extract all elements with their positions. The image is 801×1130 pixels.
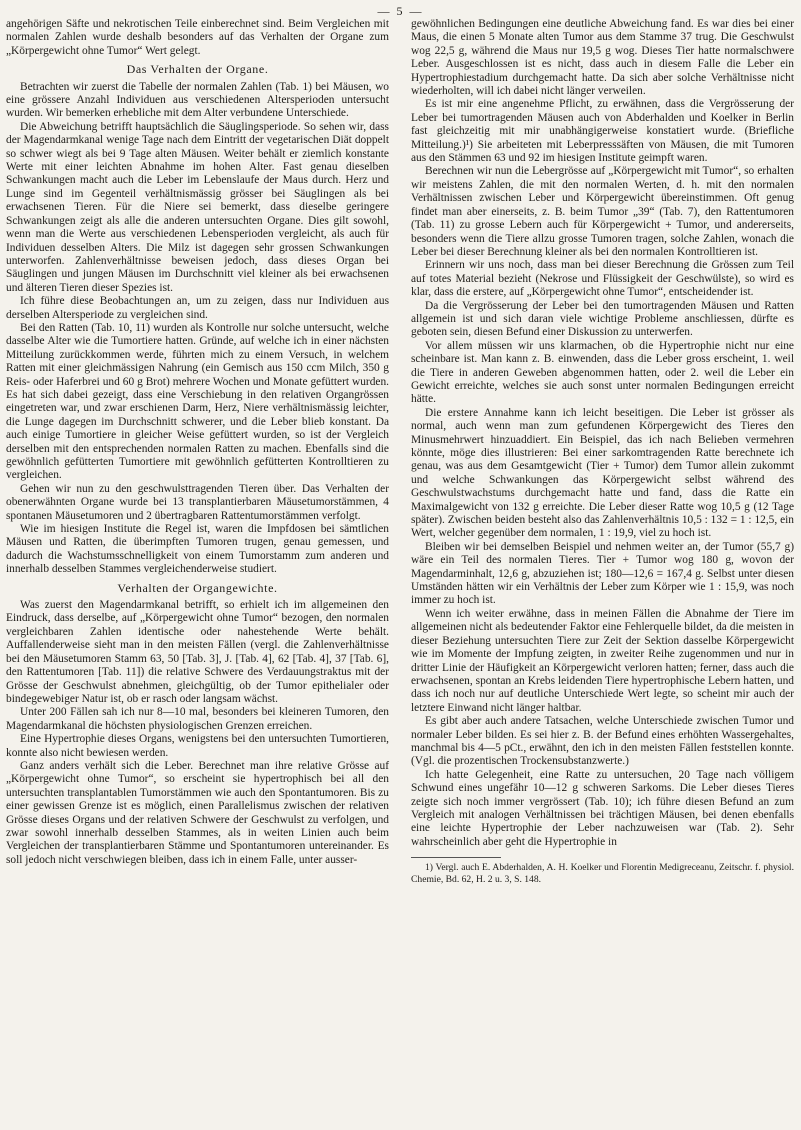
footnote-divider (411, 857, 501, 858)
paragraph: Wie im hiesigen Institute die Regel ist, waren die Impfdosen bei sämtlichen Mäusen und Ratten, die überimpften Tumoren trugen, genau gemessen, und dadurch die Wachstumsschnelligkeit von einem Tumorstamm zum anderen und innerhalb desselben Stammes vergleichenderweise studiert. (6, 523, 389, 576)
paragraph: Unter 200 Fällen sah ich nur 8—10 mal, besonders bei kleineren Tumoren, den Magendarmkanal die höchsten physiologischen Grenzen erreichen. (6, 706, 389, 732)
paragraph: angehörigen Säfte und nekrotischen Teile einberechnet sind. Beim Vergleichen mit normalen Zahlen wurde deshalb besonders auf das Verhalten der Organe zum „Körpergewicht ohne Tumor“ Wert gelegt. (6, 18, 389, 57)
page-number: — 5 — (377, 4, 424, 18)
paragraph: Bei den Ratten (Tab. 10, 11) wurden als Kontrolle nur solche untersucht, welche dasselbe Alter wie die Tumortiere hatten. Gründe, auf welche ich in einer nächsten Mitteilung zurückkommen werde, führten mich zu einem Versuch, in welchem Ratten mit einer gleichmässigen Nahrung (ein Gemisch aus 150 ccm Milch, 350 g Reis- oder Haferbrei und 60 g Brot) mehrere Wochen und Monate gefüttert wurden. Es hat sich dabei gezeigt, dass eine Verschiebung in den relativen Organgrössen eingetreten war, und zwar erschienen Darm, Herz, Niere verhältnismässig leichter, die Lunge dagegen im Durchschnitt schwerer, und die Leber blieb konstant. Da auch einige Tumortiere in gleicher Weise gefüttert wurden, so ist der Vergleich derselben mit den entsprechenden normalen Ratten zu machen. Ebenfalls sind die gewöhnlich gefütterten Tumortiere mit gewöhnlich gefütterten Kontrolltieren zu vergleichen. (6, 321, 389, 482)
paragraph: Es ist mir eine angenehme Pflicht, zu erwähnen, dass die Vergrösserung der Leber bei tumortragenden Mäusen auch von Abderhalden und Koelker in Berlin fast gleichzeitig mit mir unabhängigerweise konstatiert wurde. (Briefliche Mitteilung.)¹) Sie arbeiteten mit Leberpresssäften von Mäusen, die mit Tumoren aus den Stämmen 63 und 92 im hiesigen Institute geimpft waren. (411, 98, 794, 165)
paragraph: Vor allem müssen wir uns klarmachen, ob die Hypertrophie nicht nur eine scheinbare ist. Man kann z. B. einwenden, dass die Leber gross erscheint, 1. weil die Tiere in anderen Geweben abgenommen hatten, oder 2. weil die Leber ein Gewicht erreichte, welches sie auch sonst unter normalen Bedingungen erreicht hätte. (411, 339, 794, 406)
left-column (6, 18, 389, 867)
paragraph: Betrachten wir zuerst die Tabelle der normalen Zahlen (Tab. 1) bei Mäusen, wo eine grössere Anzahl Individuen aus verschiedenen Altersperioden untersucht wurden. Wir bemerken erhebliche mit dem Alter verbundene Unterschiede. (6, 80, 389, 120)
paragraph: Berechnen wir nun die Lebergrösse auf „Körpergewicht mit Tumor“, so erhalten wir meistens Zahlen, die mit den normalen Werten, d. h. mit den normalen Verhältnissen zwischen Leber und Körpergewicht übereinstimmen. Oft genug findet man aber einerseits, z. B. beim Tumor „39“ (Tab. 7), den Rattentumoren (Tab. 11) zu grosse Lebern auch für Körpergewicht + Tumor, und andererseits, besonders wenn die Tiere allzu grosse Tumoren tragen, solche Zahlen, wonach die Leber bei dieser Berechnung kleiner als bei den normalen Kontrolltieren ist. (411, 165, 794, 258)
paragraph: Eine Hypertrophie dieses Organs, wenigstens bei den untersuchten Tumortieren, konnte also nicht bewiesen werden. (6, 733, 389, 759)
paragraph: Gehen wir nun zu den geschwulsttragenden Tieren über. Das Verhalten der obenerwähnten Organe wurde bei 13 transplantierbaren Mäusetumorstämmen, 4 spontanen Mäusetumoren und 2 übertragbaren Rattentumorstämmen verfolgt. (6, 482, 389, 522)
paragraph: Die Abweichung betrifft hauptsächlich die Säuglingsperiode. So sehen wir, dass der Magendarmkanal wenige Tage nach dem Eintritt der vegetarischen Diät doppelt so schwer wiegt als bei 9 Tage alten Mäusen. Weiter behält er ziemlich konstante Werte mit einer leichten Abnahme im hohen Alter. Fast genau dieselben Schwankungen macht auch die Leber im Lebenslaufe der Maus durch. Herz und Lunge sind im Gegenteil verhältnismässig grösser bei Säuglingen als bei erwachsenen Tieren. Für die Niere sei bemerkt, dass dieselbe geringere Schwankungen zeigt als alle die anderen untersuchten Organe. Dies gilt sowohl, wenn man die Werte aus verschiedenen Lebensperioden vergleicht, als auch für Individuen desselben Alters. Die Milz ist dagegen sehr grossen Schwankungen unterworfen. Zahlenverhältnisse beweisen jedoch, dass dieses Organ bei Säuglingen und jungen Mäusen im Durchschnitt viel kleiner als bei erwachsenen und älteren Tieren dieser Spezies ist. (6, 120, 389, 294)
paragraph: Ich führe diese Beobachtungen an, um zu zeigen, dass nur Individuen aus derselben Altersperiode zu vergleichen sind. (6, 295, 389, 321)
paragraph: Was zuerst den Magendarmkanal betrifft, so erhielt ich im allgemeinen den Eindruck, dass derselbe, auf „Körpergewicht ohne Tumor“ bezogen, den normalen vergleichbaren Zahlen identische oder nahestehende Werte behält. Auffallenderweise sieht man in den meisten Fällen (vergl. die Zahlenverhältnisse bei den Mäusetumoren Stamm 63, 50 [Tab. 3], J. [Tab. 4], 62 [Tab. 4], 37 [Tab. 6], den Rattentumoren [Tab. 11]) die relative Schwere des Verdauungstraktus mit der Grösse der Geschwulst abnehmen, gleichgültig, ob der Tumor epithelialer oder bindegewebiger Natur ist, ob er rasch oder langsam wächst. (6, 599, 389, 705)
right-column (411, 18, 794, 886)
paragraph: Ganz anders verhält sich die Leber. Berechnet man ihre relative Grösse auf „Körpergewicht ohne Tumor“, so erscheint sie hypertrophisch bei all den untersuchten transplantablen Tumorstämmen wie auch den Spontantumoren. Bis zu einer gewissen Grenze ist es möglich, einen Parallelismus zwischen der relativen Grösse dieses Organs und der relativen Schwere der Geschwulst zu verfolgen, und zwar sowohl innerhalb desselben Stammes, als in weiten Linien auch beim Vergleichen der transplantierbaren Stämme und Spontantumoren untereinander. Es soll jedoch nicht verschwiegen bleiben, dass ich in einem Falle, unter ausser- (6, 759, 389, 866)
paragraph: gewöhnlichen Bedingungen eine deutliche Abweichung fand. Es war dies bei einer Maus, die einen 5 Monate alten Tumor aus dem Stamme 37 trug. Die Geschwulst wog 22,5 g, während die Maus nur 19,5 g wog. Dieses Tier hatte normalschwere Leber. Ausgeschlossen ist es nicht, dass auch in diesem Falle die Leber ein Hypertrophiestadium durchgemacht hatte. Da sich aber solche Verhältnisse nicht wiederholten, will ich dabei nicht länger verweilen. (411, 18, 794, 98)
paragraph: Ich hatte Gelegenheit, eine Ratte zu untersuchen, 20 Tage nach völligem Schwund eines ungefähr 10—12 g schweren Sarkoms. Die Leber dieses Tieres zeigte sich noch immer vergrössert (Tab. 10); ich führe diesen Befund an zum Vergleich mit analogen Verhältnissen bei trächtigen Mäusen, bei denen ebenfalls eine leichte Hypertrophie der Leber nachzuweisen war (Tab. 2). Sehr wahrscheinlich aber geht die Hypertrophie in (411, 768, 794, 848)
paragraph: Wenn ich weiter erwähne, dass in meinen Fällen die Abnahme der Tiere im allgemeinen nicht als bedeutender Faktor eine Fehlerquelle bildet, da die meisten in dieser Beziehung untersuchten Tiere zur Zeit der Sektion dasselbe Körpergewicht wie im Momente der Impfung zeigten, in zweiter Reihe zugenommen und nur in dritter Linie der Häufigkeit an Körpergewicht verloren hatten; ferner, dass auch die erwachsenen, spontan an Krebs leidenden Tiere hypertrophische Lebern hatten, und dass ich noch nur auf deutliche Unterschiede Wert legte, so scheint mir auch der letztere Einwand nicht länger haltbar. (411, 607, 794, 714)
paragraph: Die erstere Annahme kann ich leicht beseitigen. Die Leber ist grösser als normal, auch wenn man zum gefundenen Körpergewicht des Tieres den Minusmehrwert hinzuaddiert. Ein Beispiel, das ich nach Belieben vermehren könnte, möge dies illustrieren: Bei einer sarkomtragenden Ratte berechnete ich genau, was aus dem Gesamtgewicht (Tier + Tumor) dem Tumor allein zukommt und welche Schwankungen das Körpergewicht selbst während des Geschwulstwachstums durchgemacht hatte und fand, dass die Ratte ein Maximalgewicht von 132 g erreichte. Die Leber dieser Ratte wog 10,5 g (12 Tage später). Zwischen beiden besteht also das Zahlenverhältnis 10,5 : 132 = 1 : 12,5, ein Wert, welcher gegenüber dem normalen, 1 : 19,9, viel zu hoch ist. (411, 406, 794, 540)
paragraph: Erinnern wir uns noch, dass man bei dieser Berechnung die Grössen zum Teil auf totes Material bezieht (Nekrose und Flüssigkeit der Geschwülste), so wird es klar, dass die erstere, auf „Körpergewicht ohne Tumor“, entscheidender ist. (411, 259, 794, 299)
section-heading: Verhalten der Organgewichte. (117, 580, 278, 595)
paragraph: Es gibt aber auch andere Tatsachen, welche Unterschiede zwischen Tumor und normaler Leber bilden. Es sei hier z. B. der Befund eines erhöhten Wassergehaltes, manchmal bis 4—5 pCt., erwähnt, den ich in den meisten Fällen feststellen konnte. (Vgl. die prozentischen Trockensubstanzwerte.) (411, 715, 794, 768)
footnote: 1) Vergl. auch E. Abderhalden, A. H. Koelker und Florentin Medigreceanu, Zeitschr. f. physiol. Chemie, Bd. 62, H. 2 u. 3, S. 148. (411, 862, 794, 886)
paragraph: Da die Vergrösserung der Leber bei den tumortragenden Mäusen und Ratten allgemein ist und sich daran viele wichtige Probleme anschliessen, dürfte es geboten sein, diesen Befund einer Diskussion zu unterwerfen. (411, 299, 794, 339)
section-heading: Das Verhalten der Organe. (126, 62, 269, 77)
paragraph: Bleiben wir bei demselben Beispiel und nehmen weiter an, der Tumor (55,7 g) wäre ein Teil des normalen Tieres. Tier + Tumor wog 180 g, wovon der Magendarminhalt, 12,6 g, abzuziehen ist; 180—12,6 = 167,4 g. Selbst unter diesen Umständen hätten wir ein Verhältnis der Leber zum Körper wie 1 : 15,9, was noch immer zu hoch ist. (411, 540, 794, 607)
